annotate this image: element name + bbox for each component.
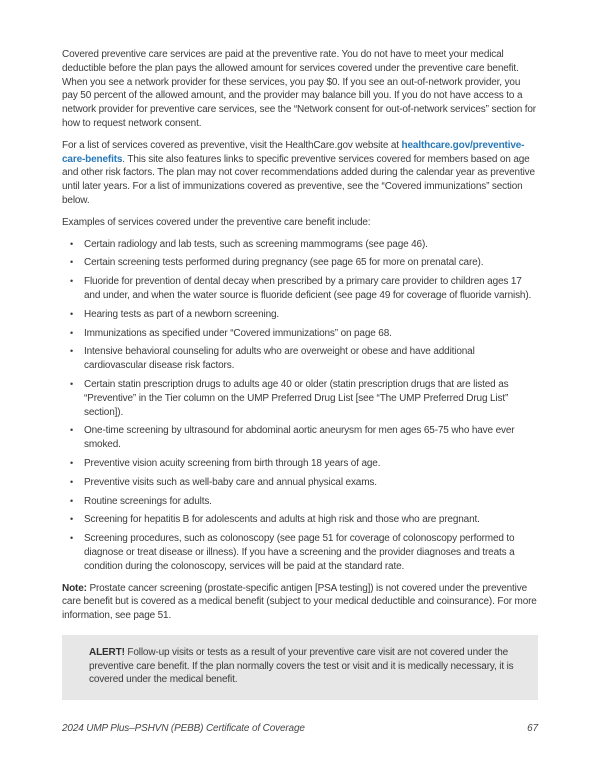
bullet-marker: • xyxy=(70,238,74,249)
page-footer xyxy=(62,722,538,736)
services-paragraph-pre: For a list of services covered as preventive, visit the HealthCare.gov website at xyxy=(62,139,402,151)
healthcare-gov-link[interactable]: healthcare.gov/preventive-care-benefits xyxy=(62,139,525,165)
bullet-text: One-time screening by ultrasound for abdominal aortic aneurysm for men ages 65-75 who have ever smoked. xyxy=(84,425,515,451)
bullet-item xyxy=(62,513,538,527)
bullet-item xyxy=(62,345,538,373)
page-number: 67 xyxy=(527,723,538,735)
bullet-marker: • xyxy=(70,276,74,287)
services-paragraph-post: . This site also features links to specific preventive services covered for members based on age and other risk factors. The plan may not cover recommendations added during the calendar year as preventive until later years. For a list of immunizations covered as preventive, see the “Covered immunizations” section below. xyxy=(62,153,535,206)
note-text: Prostate cancer screening (prostate-specific antigen [PSA testing]) is not covered under the preventive care benefit but is covered as a medical benefit (subject to your medical deductible and coinsurance). For more information, see page 51. xyxy=(62,582,537,622)
bullet-text: Intensive behavioral counseling for adults who are overweight or obese and have additional cardiovascular disease risk factors. xyxy=(84,346,475,372)
bullet-marker: • xyxy=(70,533,74,544)
bullet-text: Preventive vision acuity screening from birth through 18 years of age. xyxy=(84,457,381,469)
note-label: Note: xyxy=(62,582,87,594)
bullet-marker: • xyxy=(70,495,74,506)
note-paragraph xyxy=(62,582,538,623)
bullet-marker: • xyxy=(70,425,74,436)
bullet-item xyxy=(62,495,538,509)
bullet-item xyxy=(62,308,538,322)
bullet-marker: • xyxy=(70,308,74,319)
bullet-text: Screening procedures, such as colonoscopy (see page 51 for coverage of colonoscopy performed to diagnose or treat disease or illness). If you have a screening and the provider diagnoses and treats a condition during the colonoscopy, services will be paid at the standard rate. xyxy=(84,533,515,572)
bullet-text: Immunizations as specified under “Covered immunizations” on page 68. xyxy=(84,327,392,339)
bullet-text: Preventive visits such as well-baby care and annual physical exams. xyxy=(84,476,377,488)
bullet-text: Fluoride for prevention of dental decay when prescribed by a primary care provider to children ages 17 and under, and when the water source is fluoride deficient (see page 49 for coverage of fluoride varnish). xyxy=(84,276,532,301)
preventive-services-list xyxy=(62,238,538,574)
bullet-text: Hearing tests as part of a newborn screening. xyxy=(84,308,280,320)
bullet-marker: • xyxy=(70,378,74,389)
bullet-text: Screening for hepatitis B for adolescents and adults at high risk and those who are pregnant. xyxy=(84,514,480,526)
bullet-marker: • xyxy=(70,457,74,468)
services-paragraph xyxy=(62,139,538,208)
bullet-item xyxy=(62,327,538,341)
bullet-marker: • xyxy=(70,346,74,357)
bullet-marker: • xyxy=(70,514,74,525)
bullet-text: Certain statin prescription drugs to adults age 40 or older (statin prescription drugs that are listed as “Preventive” in the Tier column on the UMP Preferred Drug List [see “The UMP Preferred Drug List” section]). xyxy=(84,378,509,418)
bullet-marker: • xyxy=(70,327,74,338)
bullet-item xyxy=(62,424,538,452)
bullet-item xyxy=(62,238,538,252)
intro-paragraph: Covered preventive care services are paid at the preventive rate. You do not have to meet your medical deductible before the plan pays the allowed amount for services covered under the preventive care benefit. When you see a network provider for these services, you pay $0. If you see an out-of-network provider, you pay 50 percent of the allowed amount, and the provider may balance bill you. If you do not have access to a network provider for preventive care services, see the “Network consent for out-of-network services” section for how to request network consent. xyxy=(62,49,536,129)
bullet-item xyxy=(62,256,538,270)
footer-title: 2024 UMP Plus–PSHVN (PEBB) Certificate of Coverage xyxy=(62,723,305,735)
bullet-text: Certain radiology and lab tests, such as screening mammograms (see page 46). xyxy=(84,238,428,250)
bullet-item xyxy=(62,378,538,419)
bullet-marker: • xyxy=(70,257,74,268)
alert-text: Follow-up visits or tests as a result of your preventive care visit are not covered under the preventive care benefit. If the plan normally covers the test or visit and it is medically necessary, it is covered under the medical benefit. xyxy=(89,646,514,686)
bullet-item xyxy=(62,275,538,303)
bullet-item xyxy=(62,476,538,490)
bullet-text: Certain screening tests performed during pregnancy (see page 65 for more on prenatal care). xyxy=(84,257,484,269)
alert-label: ALERT! xyxy=(89,646,125,658)
bullet-item xyxy=(62,532,538,573)
bullet-text: Routine screenings for adults. xyxy=(84,495,212,507)
bullet-marker: • xyxy=(70,476,74,487)
alert-box xyxy=(62,635,538,700)
bullet-item xyxy=(62,457,538,471)
examples-intro: Examples of services covered under the preventive care benefit include: xyxy=(62,216,371,228)
